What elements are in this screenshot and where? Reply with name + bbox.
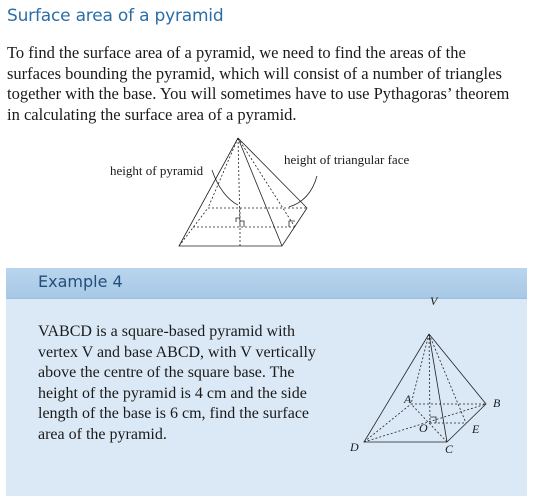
section-title: Surface area of a pyramid (7, 6, 224, 26)
pyramid-front-edge (238, 138, 282, 246)
right-angle-marker (240, 221, 244, 227)
pyramid-figure (0, 135, 537, 265)
leader-height-face (289, 176, 317, 207)
example-title: Example 4 (38, 272, 123, 291)
height-VO (429, 334, 430, 423)
example-pyramid-figure (336, 294, 527, 496)
point-V: V (430, 294, 438, 308)
example-header (6, 268, 527, 299)
pyramid-diagram (0, 135, 537, 265)
point-E: E (472, 422, 480, 436)
example-problem: VABCD is a square-based pyramid with vertex V and base ABCD, with V vertically above the centre of the square base. The height of the pyramid is 4 cm and the side length of the base is 6 cm, find the surface area of the pyramid. (38, 323, 316, 443)
point-D: D (350, 440, 359, 454)
label-height-of-pyramid: height of pyramid (110, 163, 204, 178)
edge-VC (429, 334, 447, 442)
point-A: A (404, 392, 412, 406)
intro-paragraph (7, 43, 522, 125)
point-C: C (445, 442, 454, 456)
right-angle-marker-O (430, 417, 436, 423)
leader-height-pyramid (212, 170, 238, 205)
intro-text: To find the surface area of a pyramid, we need to find the areas of the surfaces bounding the pyramid, which will consist of a number of triangles together with the base. You will sometimes have to use Pythagoras’ theorem in calculating the surface area of a pyramid. (7, 43, 510, 124)
slant-VE (429, 334, 466, 423)
label-height-of-triangular-face: height of triangular face (284, 152, 410, 167)
point-O: O (419, 421, 428, 435)
point-B: B (493, 396, 501, 410)
example-box (6, 268, 527, 496)
example-text (38, 322, 338, 445)
